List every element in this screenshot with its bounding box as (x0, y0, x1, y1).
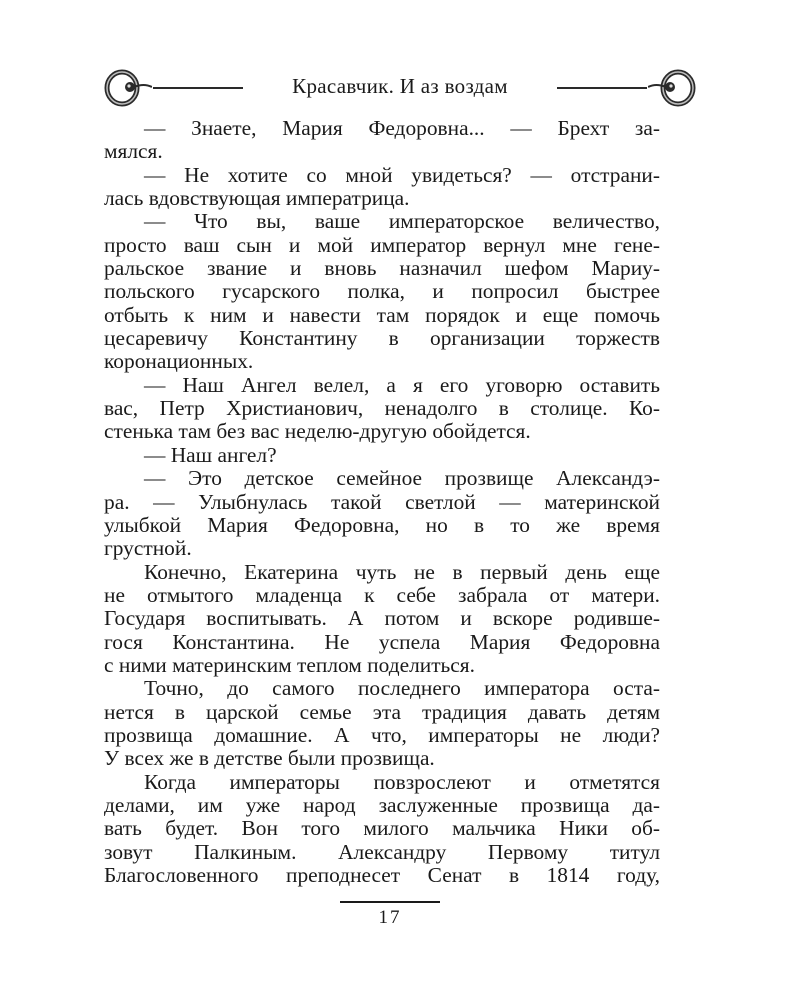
text-line: стенька там без вас неделю-другую обойдется. (104, 419, 531, 444)
text-line: Конечно, Екатерина чуть не в первый день еще (144, 559, 660, 584)
text-line: Благословенного преподнесет Сенат в 1814 году, (104, 863, 660, 887)
text-line: улыбкой Мария Федоровна, но в то же время (104, 512, 660, 537)
text-line: грустной. (104, 536, 192, 561)
text-line: польского гусарского полка, и попросил быстрее (104, 279, 660, 304)
text-line: Когда императоры повзрослеют и отметятся (144, 769, 660, 794)
text-line: нется в царской семье эта традиция давать детям (104, 699, 660, 724)
text-line: цесаревичу Константину в организации торжеств (104, 326, 660, 351)
running-title: Красавчик. И аз воздам (292, 74, 508, 98)
header-rule-right (557, 87, 647, 89)
text-line: — Не хотите со мной увидеться? — отстрани- (144, 162, 660, 187)
text-line: Государя воспитывать. А потом и вскоре родивше- (104, 606, 660, 631)
body-text (104, 117, 660, 887)
text-line: мялся. (104, 139, 163, 164)
text-line: лась вдовствующая императрица. (104, 186, 410, 211)
text-line: ральское звание и вновь назначил шефом Мариу- (104, 256, 660, 281)
text-line: не отмытого младенца к себе забрала от матери. (104, 582, 660, 607)
running-header (95, 60, 705, 116)
text-line: с ними материнским теплом поделиться. (104, 652, 475, 677)
text-line: — Это детское семейное прозвище Александэ- (144, 466, 660, 491)
text-line: зовут Палкиным. Александру Первому титул (104, 839, 660, 864)
text-line: Точно, до самого последнего императора оста- (144, 676, 660, 701)
text-line: — Что вы, ваше императорское величество, (144, 209, 660, 234)
text-line: вать будет. Вон того милого мальчика Ники об- (104, 816, 660, 841)
text-line: — Наш Ангел велел, а я его уговорю оставить (144, 372, 660, 397)
text-line: У всех же в детстве были прозвища. (104, 746, 435, 771)
text-line: прозвища домашние. А что, императоры не люди? (104, 722, 660, 747)
page-number: 17 (378, 907, 402, 928)
text-line: вас, Петр Христианович, ненадолго в столице. Ко- (104, 396, 660, 421)
text-line: коронационных. (104, 349, 254, 374)
text-line: делами, им уже народ заслуженные прозвища да- (104, 792, 660, 817)
text-line: — Наш ангел? (144, 442, 277, 467)
text-line: отбыть к ним и навести там порядок и еще помочь (104, 302, 660, 327)
text-line: ра. — Улыбнулась такой светлой — материнской (104, 489, 660, 514)
text-line: просто ваш сын и мой император вернул мне гене- (104, 232, 660, 257)
ornament-icon (648, 66, 700, 110)
text-line: гося Константина. Не успела Мария Федоровна (104, 629, 660, 654)
text-line: — Знаете, Мария Федоровна... — Брехт за- (144, 116, 660, 140)
footer-rule (340, 901, 440, 903)
